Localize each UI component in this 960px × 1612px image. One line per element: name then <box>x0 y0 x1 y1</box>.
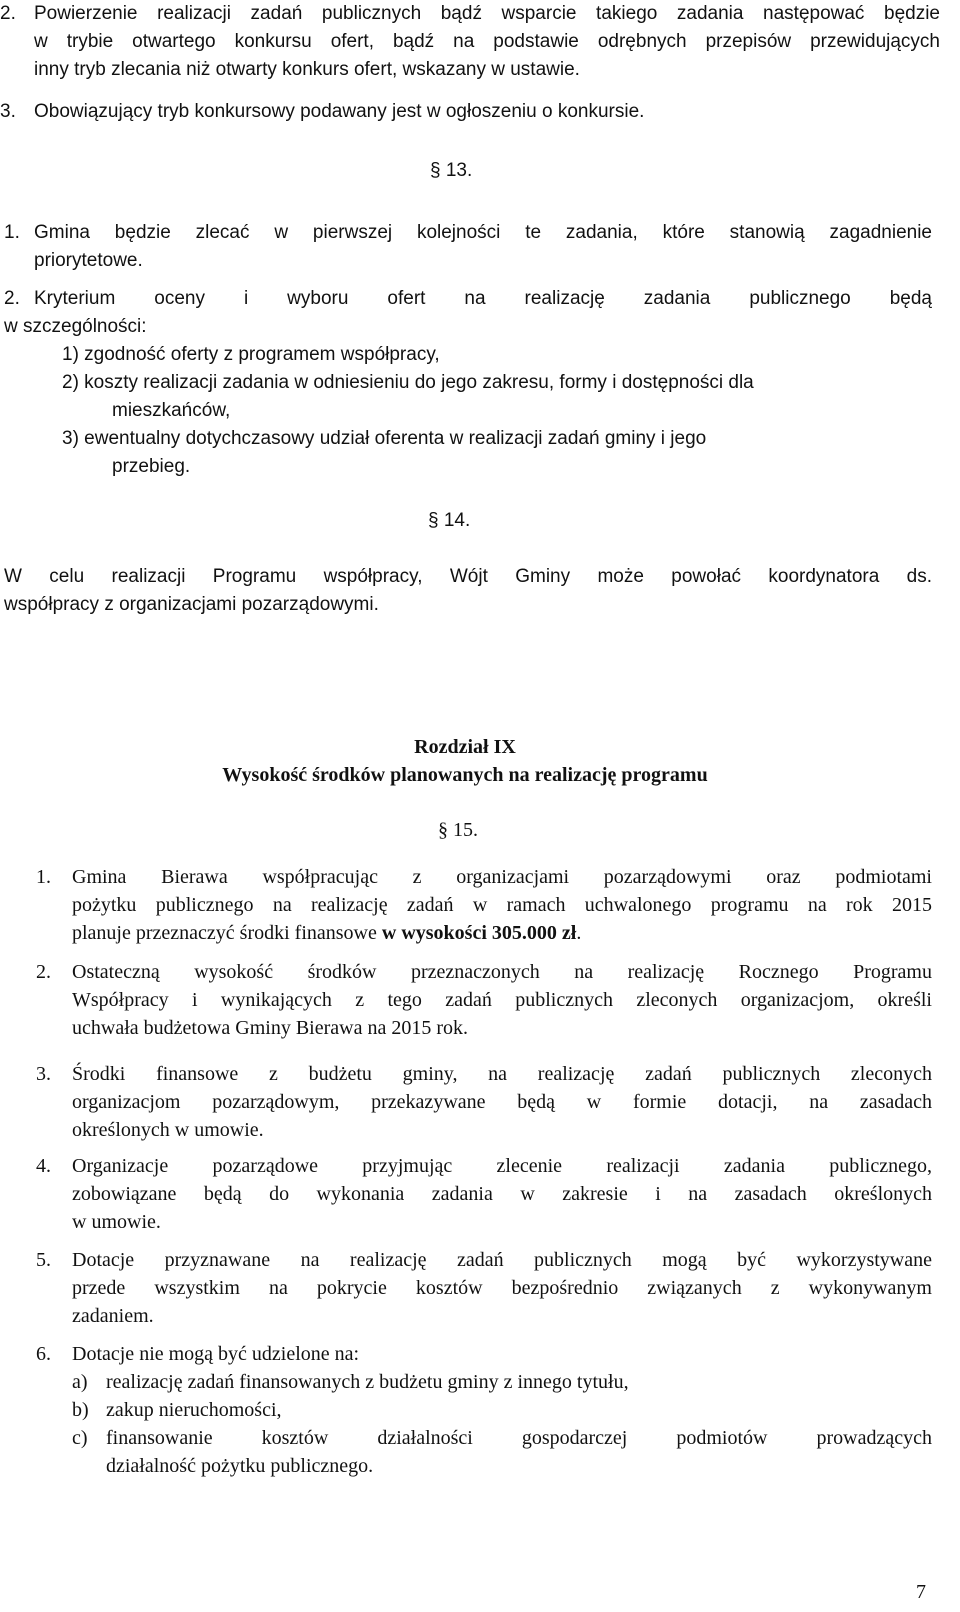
paragraph-line: Obowiązujący tryb konkursowy podawany jest w ogłoszeniu o konkursie. <box>34 101 645 122</box>
s15-paragraph-4 <box>0 1152 932 1236</box>
paragraph-line: Powierzenie realizacji zadań publicznych bądź wsparcie takiego zadania następować będzie <box>34 3 940 24</box>
item-number: 1. <box>36 866 51 888</box>
item-number: 2. <box>0 3 16 24</box>
criteria-item-continuation: przebieg. <box>112 456 191 477</box>
section-heading-15: § 15. <box>438 819 478 841</box>
paragraph-line: inny tryb zlecania niż otwarty konkurs ofert, wskazany w ustawie. <box>34 59 580 80</box>
s14-paragraph <box>4 563 932 619</box>
paragraph-line: zobowiązane będą do wykonania zadania w zakresie i na zasadach określonych <box>72 1183 932 1205</box>
s15-paragraph-6 <box>0 1340 932 1480</box>
paragraph-item-2-top <box>0 0 940 84</box>
list-label: b) <box>72 1399 89 1421</box>
item-number: 4. <box>36 1155 51 1177</box>
list-item-a <box>72 1368 932 1396</box>
paragraph-item-3-top <box>0 98 940 126</box>
paragraph-line: Gmina będzie zlecać w pierwszej kolejności te zadania, które stanowią zagadnienie <box>34 222 932 243</box>
line-text: planuje przeznaczyć środki finansowe <box>72 922 382 944</box>
paragraph-line: w trybie otwartego konkursu ofert, bądź na podstawie odrębnych przepisów przewidujących <box>34 31 940 52</box>
section-heading-13: § 13. <box>430 160 473 181</box>
criteria-item-continuation: mieszkańców, <box>112 400 231 421</box>
list-item-c <box>72 1424 932 1480</box>
paragraph-line: Organizacje pozarządowe przyjmując zlecenie realizacji zadania publicznego, <box>72 1155 932 1177</box>
amount-text: w wysokości 305.000 zł <box>381 922 577 944</box>
paragraph-line: przede wszystkim na pokrycie kosztów bezpośrednio związanych z wykonywanym <box>72 1277 932 1299</box>
chapter-subtitle: Wysokość środków planowanych na realizację programu <box>222 764 708 786</box>
paragraph-line: Dotacje przyznawane na realizację zadań publicznych mogą być wykorzystywane <box>72 1249 932 1271</box>
s15-paragraph-3 <box>0 1060 932 1144</box>
list-label: c) <box>72 1427 88 1449</box>
criteria-item: 2) koszty realizacji zadania w odniesieniu do jego zakresu, formy i dostępności dla <box>62 372 754 393</box>
list-item-b <box>72 1396 932 1424</box>
paragraph-line: uchwała budżetowa Gminy Bierawa na 2015 rok. <box>72 1017 468 1039</box>
paragraph-line: organizacjom pozarządowym, przekazywane będą w formie dotacji, na zasadach <box>72 1091 932 1113</box>
paragraph-line: Współpracy i wynikających z tego zadań publicznych zleconych organizacjom, określi <box>72 989 932 1011</box>
paragraph-line: Gmina Bierawa współpracując z organizacjami pozarządowymi oraz podmiotami <box>72 866 932 888</box>
s13-paragraph-2 <box>0 285 932 481</box>
paragraph-line: pożytku publicznego na realizację zadań w ramach uchwalonego programu na rok 2015 <box>72 894 932 916</box>
item-number: 2. <box>4 288 20 309</box>
criteria-item: 3) ewentualny dotychczasowy udział oferenta w realizacji zadań gminy i jego <box>62 428 707 449</box>
paragraph-line: w szczególności: <box>4 316 147 337</box>
paragraph-line: określonych w umowie. <box>72 1119 264 1141</box>
s13-paragraph-1 <box>0 219 932 275</box>
s15-paragraph-5 <box>0 1246 932 1330</box>
item-number: 5. <box>36 1249 51 1271</box>
section-heading-14: § 14. <box>428 510 471 531</box>
paragraph-line: Dotacje nie mogą być udzielone na: <box>72 1343 360 1365</box>
list-text: zakup nieruchomości, <box>106 1399 282 1421</box>
list-text: działalność pożytku publicznego. <box>106 1455 374 1477</box>
paragraph-line <box>72 919 932 947</box>
item-number: 6. <box>36 1343 51 1365</box>
paragraph-line: współpracy z organizacjami pozarządowymi. <box>4 594 379 615</box>
item-number: 3. <box>0 101 16 122</box>
list-text: realizację zadań finansowanych z budżetu gminy z innego tytułu, <box>106 1371 629 1393</box>
paragraph-line: W celu realizacji Programu współpracy, Wójt Gminy może powołać koordynatora ds. <box>4 566 932 587</box>
criteria-item: 1) zgodność oferty z programem współpracy, <box>62 344 440 365</box>
paragraph-line: zadaniem. <box>72 1305 154 1327</box>
item-number: 2. <box>36 961 51 983</box>
paragraph-line: Ostateczną wysokość środków przeznaczonych na realizację Rocznego Programu <box>72 961 932 983</box>
paragraph-line: Kryterium oceny i wyboru ofert na realizację zadania publicznego będą <box>34 288 932 309</box>
list-text: finansowanie kosztów działalności gospodarczej podmiotów prowadzących <box>106 1427 932 1449</box>
page-number: 7 <box>916 1581 926 1603</box>
chapter-title: Rozdział IX <box>414 736 516 758</box>
s15-paragraph-2 <box>0 958 932 1042</box>
line-end: . <box>576 922 582 944</box>
paragraph-line: w umowie. <box>72 1211 161 1233</box>
s15-paragraph-1 <box>0 863 932 947</box>
item-number: 1. <box>4 222 20 243</box>
list-label: a) <box>72 1371 88 1393</box>
item-number: 3. <box>36 1063 51 1085</box>
paragraph-line: priorytetowe. <box>34 250 143 271</box>
paragraph-line: Środki finansowe z budżetu gminy, na realizację zadań publicznych zleconych <box>72 1063 932 1085</box>
